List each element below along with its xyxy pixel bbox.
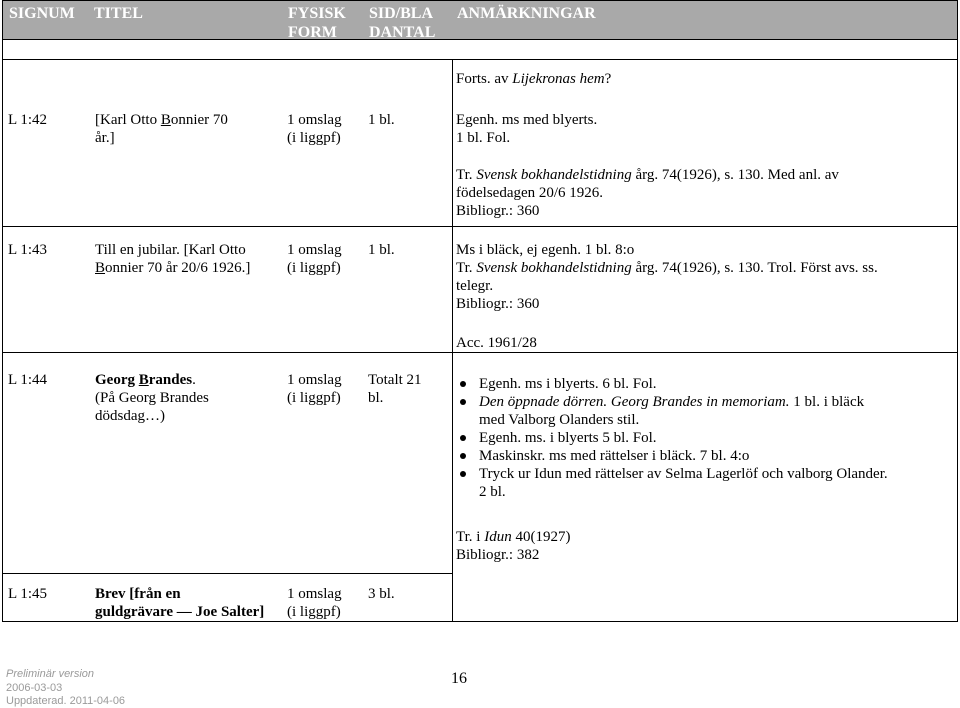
row-form: 1 omslag (i liggpf): [287, 372, 342, 406]
column-divider: [452, 59, 453, 622]
list-item: Tryck ur Idun med rättelser av Selma Lagerlöf och valborg Olander. 2 bl.: [456, 465, 956, 501]
footer-version: Preliminär version: [6, 668, 95, 680]
row-accession: Acc. 1961/28: [456, 335, 537, 351]
row-remarks-print: Tr. i Idun 40(1927) Bibliogr.: 382: [456, 529, 571, 563]
row-signum: L 1:43: [8, 242, 48, 258]
row-pages: 1 bl.: [368, 242, 395, 258]
row-separator: [3, 352, 957, 353]
row-title: [Karl Otto Bonnier 70 år.]: [95, 112, 228, 146]
row-pages: 1 bl.: [368, 112, 395, 128]
header-titel: TITEL: [94, 5, 143, 22]
row-remarks: Egenh. ms med blyerts. 1 bl. Fol.: [456, 112, 598, 146]
list-item: Den öppnade dörren. Georg Brandes in memoriam. 1 bl. i bläck med Valborg Olanders stil.: [456, 393, 956, 429]
page-number: 16: [451, 670, 467, 687]
list-item: Egenh. ms i blyerts. 6 bl. Fol.: [456, 375, 956, 393]
row-signum: L 1:45: [8, 586, 48, 602]
row-signum: L 1:44: [8, 372, 48, 388]
header-signum: SIGNUM: [9, 5, 75, 22]
list-item: Maskinskr. ms med rättelser i bläck. 7 bl. 4:o: [456, 447, 956, 465]
header-fysisk-form: FYSISK FORM: [288, 5, 346, 41]
remarks-list: [456, 375, 956, 501]
row-remarks-print: Tr. Svensk bokhandelstidning årg. 74(1926), s. 130. Med anl. av födelsedagen 20/6 1926. Bibliogr.: 360: [456, 167, 839, 219]
row-title: Brev [från en guldgrävare — Joe Salter]: [95, 586, 265, 620]
row-pages: 3 bl.: [368, 586, 395, 602]
row-title: Georg Brandes. (På Georg Brandes dödsdag…): [95, 372, 209, 424]
row-remarks: Ms i bläck, ej egenh. 1 bl. 8:o Tr. Svensk bokhandelstidning årg. 74(1926), s. 130. Trol. Först avs. ss. telegr. Bibliogr.: 360: [456, 242, 878, 312]
row-pages: Totalt 21 bl.: [368, 372, 422, 406]
row-separator: [3, 226, 957, 227]
footer-updated: Uppdaterad. 2011-04-06: [6, 695, 126, 707]
header-anmarkningar: ANMÄRKNINGAR: [457, 5, 596, 22]
row-form: 1 omslag (i liggpf): [287, 112, 342, 146]
header-sidbladantal: SID/BLA DANTAL: [369, 5, 436, 41]
row-signum: L 1:42: [8, 112, 48, 128]
row-separator: [3, 573, 452, 574]
row-form: 1 omslag (i liggpf): [287, 586, 342, 620]
row-form: 1 omslag (i liggpf): [287, 242, 342, 276]
row-title: Till en jubilar. [Karl Otto Bonnier 70 år 20/6 1926.]: [95, 242, 251, 276]
row-separator: [3, 59, 957, 60]
footer-date: 2006-03-03: [6, 682, 63, 694]
list-item: Egenh. ms. i blyerts 5 bl. Fol.: [456, 429, 956, 447]
continuation-note: Forts. av Lijekronas hem?: [456, 71, 612, 87]
table-header: [2, 0, 958, 40]
